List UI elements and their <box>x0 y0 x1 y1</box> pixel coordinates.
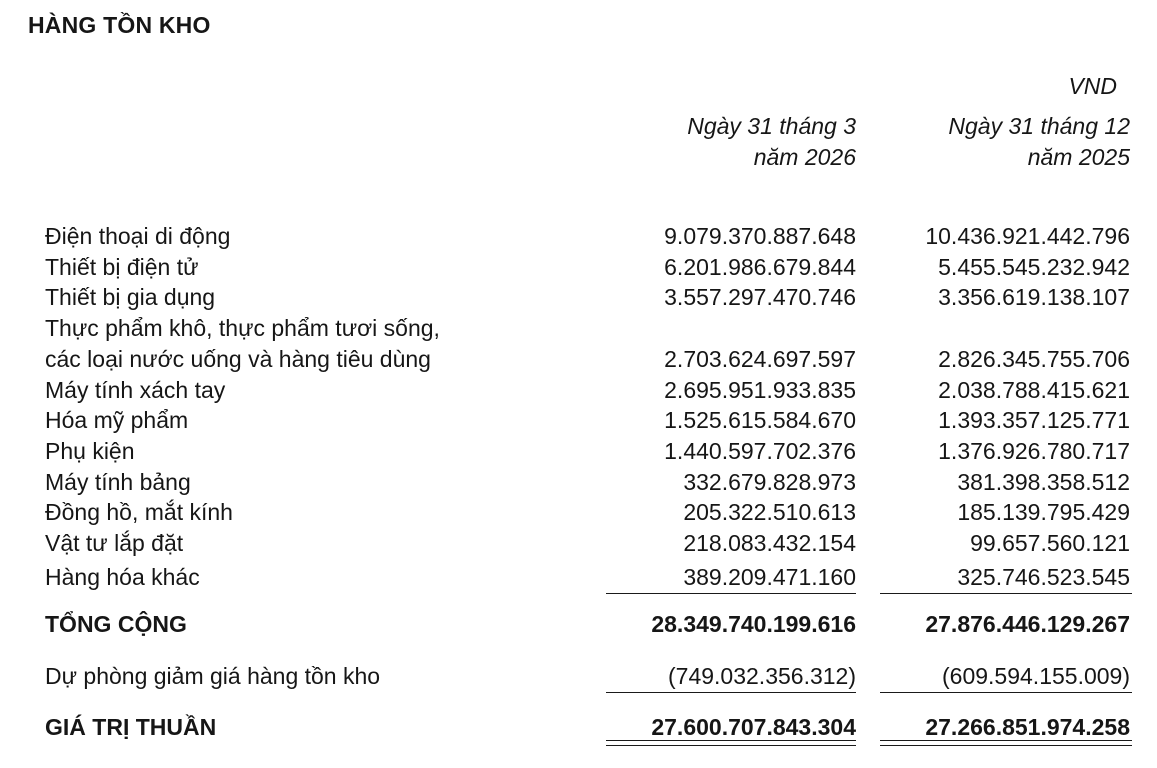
table-row <box>0 313 1157 344</box>
row-label: Hóa mỹ phẩm <box>45 407 189 433</box>
value-2026: 218.083.432.154 <box>683 530 856 556</box>
subtotal-rule <box>880 593 1132 594</box>
value-2025: 325.746.523.545 <box>957 564 1130 590</box>
table-row <box>0 467 1157 498</box>
row-label: Thực phẩm khô, thực phẩm tươi sống, <box>45 315 440 341</box>
value-2026: 1.440.597.702.376 <box>664 438 856 464</box>
row-label: Phụ kiện <box>45 438 135 464</box>
value-2025: 5.455.545.232.942 <box>938 254 1130 280</box>
value-2025: 2.826.345.755.706 <box>938 346 1130 372</box>
row-label: Thiết bị điện tử <box>45 254 199 280</box>
row-label: Máy tính xách tay <box>45 377 226 403</box>
table-row <box>0 252 1157 283</box>
column-header-line1: Ngày 31 tháng 3 <box>687 113 856 139</box>
double-rule-top <box>880 740 1132 741</box>
table-row <box>0 344 1157 375</box>
table-row <box>0 282 1157 313</box>
row-label: Máy tính bảng <box>45 469 191 495</box>
row-label: Điện thoại di động <box>45 223 231 249</box>
value-2026: 332.679.828.973 <box>683 469 856 495</box>
value-2026: 2.695.951.933.835 <box>664 377 856 403</box>
double-rule-bottom <box>880 745 1132 746</box>
value-2025: 3.356.619.138.107 <box>938 284 1130 310</box>
double-rule-bottom <box>606 745 856 746</box>
row-label: Thiết bị gia dụng <box>45 284 216 310</box>
net-value-2025: 27.266.851.974.258 <box>925 714 1130 740</box>
value-2026: 1.525.615.584.670 <box>664 407 856 433</box>
table-row <box>0 436 1157 467</box>
total-value-2026: 28.349.740.199.616 <box>651 611 856 637</box>
value-2026: 205.322.510.613 <box>683 499 856 525</box>
net-row <box>0 712 1157 743</box>
provision-value-2025: (609.594.155.009) <box>942 663 1130 689</box>
total-row <box>0 609 1157 640</box>
row-label: các loại nước uống và hàng tiêu dùng <box>45 346 431 372</box>
value-2026: 2.703.624.697.597 <box>664 346 856 372</box>
column-header-line1: Ngày 31 tháng 12 <box>948 113 1130 139</box>
table-row <box>0 562 1157 593</box>
total-value-2025: 27.876.446.129.267 <box>925 611 1130 637</box>
row-label: Hàng hóa khác <box>45 564 200 590</box>
value-2025: 10.436.921.442.796 <box>925 223 1130 249</box>
row-label: Vật tư lắp đặt <box>45 530 184 556</box>
value-2025: 1.393.357.125.771 <box>938 407 1130 433</box>
currency-unit: VND <box>1068 73 1117 99</box>
page-title: HÀNG TỒN KHO <box>28 12 211 38</box>
net-label: GIÁ TRỊ THUẦN <box>45 714 217 740</box>
value-2025: 1.376.926.780.717 <box>938 438 1130 464</box>
value-2026: 389.209.471.160 <box>683 564 856 590</box>
value-2025: 99.657.560.121 <box>970 530 1130 556</box>
table-row <box>0 528 1157 559</box>
net-rule <box>880 692 1132 693</box>
value-2025: 2.038.788.415.621 <box>938 377 1130 403</box>
value-2026: 6.201.986.679.844 <box>664 254 856 280</box>
total-label: TỔNG CỘNG <box>45 611 187 637</box>
table-row <box>0 405 1157 436</box>
column-header-line2: năm 2025 <box>1027 144 1130 170</box>
value-2025: 185.139.795.429 <box>957 499 1130 525</box>
net-rule <box>606 692 856 693</box>
row-label: Đồng hồ, mắt kính <box>45 499 233 525</box>
net-value-2026: 27.600.707.843.304 <box>651 714 856 740</box>
provision-row <box>0 661 1157 692</box>
subtotal-rule <box>606 593 856 594</box>
column-header-line2: năm 2026 <box>753 144 856 170</box>
provision-label: Dự phòng giảm giá hàng tồn kho <box>45 663 381 689</box>
provision-value-2026: (749.032.356.312) <box>668 663 856 689</box>
value-2025: 381.398.358.512 <box>957 469 1130 495</box>
column-header-2025 <box>948 111 1130 173</box>
value-2026: 9.079.370.887.648 <box>664 223 856 249</box>
column-header-2026 <box>687 111 856 173</box>
double-rule-top <box>606 740 856 741</box>
value-2026: 3.557.297.470.746 <box>664 284 856 310</box>
table-row <box>0 375 1157 406</box>
table-row <box>0 497 1157 528</box>
table-row <box>0 221 1157 252</box>
